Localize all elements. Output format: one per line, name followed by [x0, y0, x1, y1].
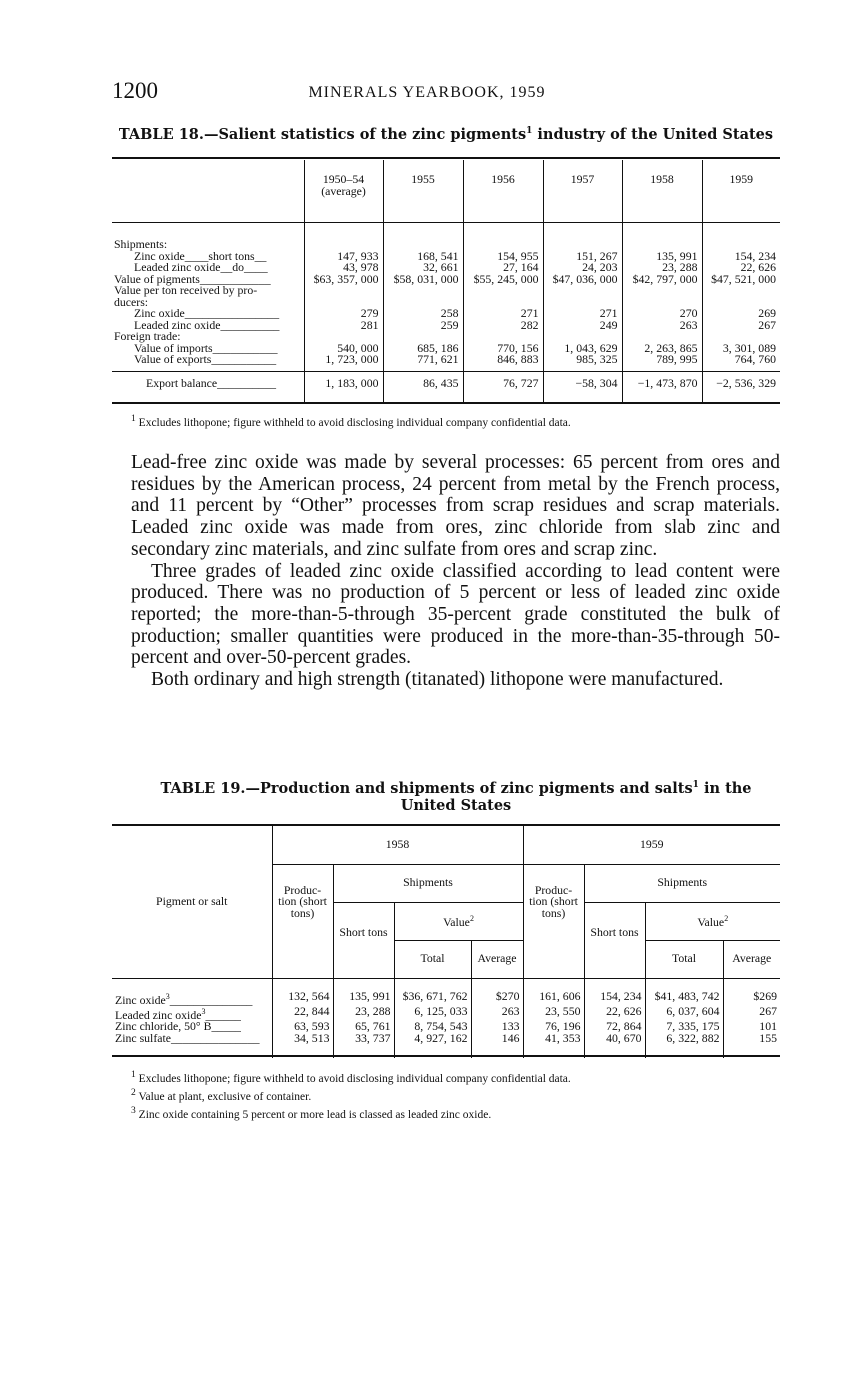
table18-cell: 151, 267 — [543, 251, 622, 263]
table19-cell: 72, 864 — [584, 1021, 645, 1033]
table19-cell: 63, 593 — [272, 1021, 333, 1033]
table18-cell: 32, 661 — [383, 262, 463, 274]
table18-cell: −2, 536, 329 — [702, 371, 780, 396]
table19-cell: 6, 322, 882 — [645, 1033, 723, 1045]
table19-cell: 4, 927, 162 — [394, 1033, 471, 1045]
table18-cell: 279 — [304, 308, 383, 320]
table19-cell: 155 — [723, 1033, 780, 1045]
table19-cell: 41, 353 — [523, 1033, 584, 1045]
running-head: MINERALS YEARBOOK, 1959 — [308, 84, 546, 101]
table18-cell: 770, 156 — [463, 343, 543, 355]
table18-header-blank — [112, 160, 304, 223]
table18-cell: $47, 521, 000 — [702, 274, 780, 286]
table18-cell: 269 — [702, 308, 780, 320]
table19-row — [112, 978, 780, 1006]
table18-header: 1957 — [543, 160, 622, 223]
table19-cell: 6, 037, 604 — [645, 1006, 723, 1021]
table18-cell: 1, 183, 000 — [304, 371, 383, 396]
table19-header-year: 1958 — [272, 826, 523, 864]
table18-row-label: Foreign trade: — [114, 329, 181, 343]
table18-cell — [543, 285, 622, 297]
table18-header: 1959 — [702, 160, 780, 223]
table19-header-average: Average — [723, 940, 780, 978]
table18-cell: −58, 304 — [543, 371, 622, 396]
table19-cell: 267 — [723, 1006, 780, 1021]
table19 — [112, 826, 780, 1058]
table18-caption: TABLE 18.—Salient statistics of the zinc pigments$^1$ industry of the United States — [118, 126, 774, 143]
table18-row-label: ducers: — [114, 294, 149, 309]
table18-cell — [702, 285, 780, 297]
table18-cell — [702, 223, 780, 251]
table18-cell: 168, 541 — [383, 251, 463, 263]
table18-cell: 154, 955 — [463, 251, 543, 263]
table18-cell: 76, 727 — [463, 371, 543, 396]
table19-bottom-rule — [112, 1055, 780, 1057]
table18-header: 1950–54 (average) — [304, 160, 383, 223]
table18-cell: 43, 978 — [304, 262, 383, 274]
table19-cell: $36, 671, 762 — [394, 978, 471, 1006]
table19-cell: 135, 991 — [333, 978, 394, 1006]
table18-cell: 258 — [383, 308, 463, 320]
table19-header-value: Value$^2$ — [645, 902, 780, 940]
table19-header-shipments: Shipments — [333, 864, 523, 902]
table19-header-pigment: Pigment or salt — [112, 826, 272, 978]
table19-cell: 40, 670 — [584, 1033, 645, 1045]
table18-row-label: Zinc oxide________________ — [134, 306, 280, 320]
table19-cell: 23, 550 — [523, 1006, 584, 1021]
table19-cell: $41, 483, 742 — [645, 978, 723, 1006]
table18-cell: −1, 473, 870 — [622, 371, 702, 396]
table18-cell — [463, 223, 543, 251]
table19-footnotes — [131, 1068, 571, 1121]
table18-cell — [383, 285, 463, 297]
table18-cell: 789, 995 — [622, 354, 702, 366]
table19-cell: 161, 606 — [523, 978, 584, 1006]
table18-header: 1956 — [463, 160, 543, 223]
table18-cell: 147, 933 — [304, 251, 383, 263]
table18-cell — [304, 285, 383, 297]
table18-cell: 1, 043, 629 — [543, 343, 622, 355]
table18-cell: 985, 325 — [543, 354, 622, 366]
table18-cell: $55, 245, 000 — [463, 274, 543, 286]
table18-footnote: $^1$ Excludes lithopone; figure withheld to avoid disclosing individual company confidential data. — [131, 413, 571, 429]
table18-cell — [543, 223, 622, 251]
table19-cell: 7, 335, 175 — [645, 1021, 723, 1033]
table19-cell: 22, 844 — [272, 1006, 333, 1021]
page-number: 1200 — [112, 78, 158, 103]
table18-header: 1955 — [383, 160, 463, 223]
table19-row-label: Zinc oxide$^3$______________ — [115, 991, 253, 1007]
table18-cell: 154, 234 — [702, 251, 780, 263]
table18-cell — [383, 223, 463, 251]
table19-cell: 23, 288 — [333, 1006, 394, 1021]
paragraph: Three grades of leaded zinc oxide classified according to lead content were produced. There was no production of 5 percent or less of leaded zinc oxide reported; the more-than-5-through 35-percent grade constituted the bulk of production; smaller quantities were produced in the more-than-35-through 50-percent and over-50-percent grades. — [131, 560, 780, 669]
table18-row-label: Leaded zinc oxide__do____ — [134, 260, 268, 274]
table19-cell: $269 — [723, 978, 780, 1006]
table18-cell — [622, 285, 702, 297]
table19-header-short-tons: Short tons — [333, 902, 394, 978]
table18-header-row — [112, 160, 780, 223]
table18-cell: $58, 031, 000 — [383, 274, 463, 286]
table19-caption: TABLE 19.—Production and shipments of zinc pigments and salts$^1$ in the United States — [160, 779, 752, 814]
table19-cell: 8, 754, 543 — [394, 1021, 471, 1033]
table18-cell: 282 — [463, 320, 543, 332]
table19-row — [112, 1033, 780, 1045]
table19-cell: 6, 125, 033 — [394, 1006, 471, 1021]
table18-cell: 259 — [383, 320, 463, 332]
table18-cell: 846, 883 — [463, 354, 543, 366]
table19-cell: 22, 626 — [584, 1006, 645, 1021]
table19-row-label: Zinc chloride, 50° B_____ — [115, 1019, 241, 1034]
table18-cell — [463, 285, 543, 297]
table18-cell: 685, 186 — [383, 343, 463, 355]
table18-row — [112, 223, 780, 251]
table18-row-label: Leaded zinc oxide__________ — [134, 317, 280, 332]
table18-row-label: Value of exports___________ — [134, 352, 277, 366]
table19-header-value: Value$^2$ — [394, 902, 523, 940]
table18-row-label: Zinc oxide____short tons__ — [134, 248, 267, 263]
table18-cell: 23, 288 — [622, 262, 702, 274]
table18-cell: $42, 797, 000 — [622, 274, 702, 286]
body-text — [131, 452, 780, 691]
table18-cell: 22, 626 — [702, 262, 780, 274]
table18-cell: 2, 263, 865 — [622, 343, 702, 355]
table18-cell — [304, 223, 383, 251]
table18-row — [112, 354, 780, 366]
table19-header-production: Produc- tion (short tons) — [523, 864, 584, 978]
table19-cell: 132, 564 — [272, 978, 333, 1006]
table19-cell: $270 — [471, 978, 523, 1006]
table19-cell: 146 — [471, 1033, 523, 1045]
table18-row-label: Value of pigments____________ — [114, 271, 271, 286]
table18-row-label: Value per ton received by pro- — [114, 283, 258, 297]
table19-header-average: Average — [471, 940, 523, 978]
table18-cell: 24, 203 — [543, 262, 622, 274]
table18-cell: 270 — [622, 308, 702, 320]
table19-cell: 101 — [723, 1021, 780, 1033]
table19-cell: 133 — [471, 1021, 523, 1033]
table18 — [112, 160, 780, 404]
table19-header-short-tons: Short tons — [584, 902, 645, 978]
table18-cell: 1, 723, 000 — [304, 354, 383, 366]
table18-cell: 771, 621 — [383, 354, 463, 366]
table18-cell: $63, 357, 000 — [304, 274, 383, 286]
table19-cell: 34, 513 — [272, 1033, 333, 1045]
table19-row-label: Leaded zinc oxide$^3$______ — [115, 1006, 241, 1022]
table18-cell: 271 — [543, 308, 622, 320]
table19-header-production: Produc- tion (short tons) — [272, 864, 333, 978]
table19-footnote: $^2$ Value at plant, exclusive of container. — [131, 1086, 312, 1103]
table18-row — [112, 320, 780, 332]
table18-cell: 281 — [304, 320, 383, 332]
table18-cell: 267 — [702, 320, 780, 332]
table18-cell: 86, 435 — [383, 371, 463, 396]
table19-header-total: Total — [645, 940, 723, 978]
table18-cell: $47, 036, 000 — [543, 274, 622, 286]
table19-footnote: $^3$ Zinc oxide containing 5 percent or more lead is classed as leaded zinc oxide. — [131, 1104, 492, 1121]
table19-header-shipments: Shipments — [584, 864, 780, 902]
table19-header-year: 1959 — [523, 826, 780, 864]
paragraph: Lead-free zinc oxide was made by several processes: 65 percent from ores and residues by the American process, 24 percent from metal by the French process, and 11 percent by “Other” processes from scrap residues and scrap materials. Leaded zinc oxide was made from ores, zinc chloride from slab zinc and secondary zinc materials, and zinc sulfate from ores and scrap zinc. — [131, 452, 780, 560]
table18-cell: 3, 301, 089 — [702, 343, 780, 355]
table18-cell: 27, 164 — [463, 262, 543, 274]
table18-top-rule — [112, 157, 780, 159]
table18-header: 1958 — [622, 160, 702, 223]
paragraph: Both ordinary and high strength (titanated) lithopone were manufactured. — [151, 669, 724, 691]
table19-header-total: Total — [394, 940, 471, 978]
table19-cell: 33, 737 — [333, 1033, 394, 1045]
table18-cell: 540, 000 — [304, 343, 383, 355]
table18-row — [112, 285, 780, 297]
table18-bottom-rule — [112, 402, 780, 404]
table19-row-label: Zinc sulfate_______________ — [115, 1030, 260, 1045]
table19-cell: 263 — [471, 1006, 523, 1021]
table18-cell: 135, 991 — [622, 251, 702, 263]
table19-cell: 76, 196 — [523, 1021, 584, 1033]
table18-row — [112, 371, 780, 396]
table18-cell: 271 — [463, 308, 543, 320]
table18-row-label: Export balance__________ — [112, 371, 304, 396]
table18-row-label: Shipments: — [114, 237, 168, 251]
table19-cell: 65, 761 — [333, 1021, 394, 1033]
table18-row-label: Value of imports___________ — [134, 340, 278, 355]
table19-cell: 154, 234 — [584, 978, 645, 1006]
table18-cell — [622, 223, 702, 251]
table18-cell: 764, 760 — [702, 354, 780, 366]
table18-cell: 263 — [622, 320, 702, 332]
table19-footnote: $^1$ Excludes lithopone; figure withheld to avoid disclosing individual company confidential data. — [131, 1069, 571, 1085]
table18-cell: 249 — [543, 320, 622, 332]
